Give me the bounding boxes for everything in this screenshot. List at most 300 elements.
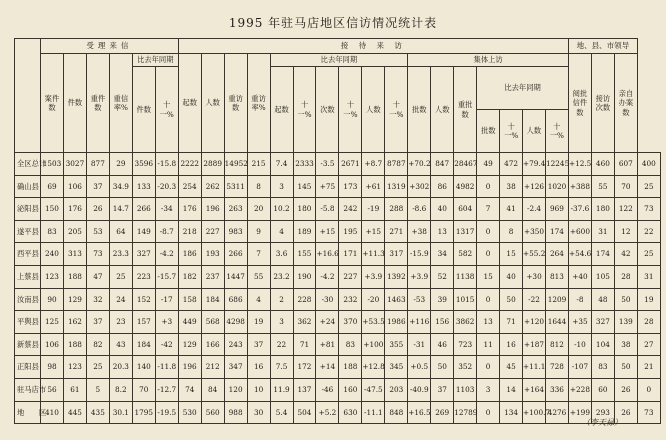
table-cell: +12.8: [362, 356, 385, 379]
author-note: （李天禄）: [582, 418, 622, 427]
table-cell: 345: [385, 356, 408, 379]
row-region-name: 地 区: [15, 401, 41, 424]
table-cell: +8.7: [362, 153, 385, 176]
table-cell: 166: [201, 333, 224, 356]
table-cell: 71: [500, 311, 523, 334]
table-cell: 212: [201, 356, 224, 379]
table-row: [15, 401, 661, 424]
table-cell: 25: [86, 356, 109, 379]
table-cell: 2222: [178, 153, 201, 176]
table-cell: 237: [201, 265, 224, 288]
table-cell: 205: [63, 220, 86, 243]
table-cell: 29: [109, 153, 132, 176]
header-v-times-pct: 十一%: [339, 67, 362, 153]
table-row: [15, 356, 661, 379]
table-cell: 184: [201, 288, 224, 311]
table-cell: 30.1: [109, 401, 132, 424]
table-cell: 7.5: [270, 356, 293, 379]
table-cell: 40: [431, 198, 454, 221]
table-cell: 193: [201, 243, 224, 266]
header-cc-persons: 人数: [523, 110, 546, 153]
table-cell: 9: [247, 220, 270, 243]
table-cell: 41: [500, 198, 523, 221]
table-row: [15, 333, 661, 356]
table-cell: 288: [385, 198, 408, 221]
table-cell: 1015: [454, 288, 477, 311]
row-region-name: 全区总计: [15, 153, 41, 176]
table-cell: 504: [293, 401, 316, 424]
table-cell: 123: [63, 356, 86, 379]
table-cell: 171: [339, 243, 362, 266]
header-cc-persons-pct: 十一%: [549, 121, 564, 140]
table-cell: 313: [63, 243, 86, 266]
table-cell: 686: [224, 288, 247, 311]
table-cell: -12.7: [155, 378, 178, 401]
table-cell: 14952: [224, 153, 247, 176]
table-cell: 8: [247, 175, 270, 198]
table-row: [15, 288, 661, 311]
table-cell: 203: [385, 378, 408, 401]
table-cell: 10.2: [270, 198, 293, 221]
row-region-name: 平舆县: [15, 311, 41, 334]
table-cell: 5.4: [270, 401, 293, 424]
header-v-batches-pct: 十一%: [293, 67, 316, 153]
table-row: [15, 378, 661, 401]
table-cell: 2889: [201, 153, 224, 176]
table-cell: -17: [155, 288, 178, 311]
table-title: 1995 年驻马店地区信访情况统计表: [228, 16, 438, 30]
table-cell: 26: [614, 378, 637, 401]
table-cell: 50: [431, 356, 454, 379]
table-cell: 445: [63, 401, 86, 424]
table-cell: 28: [614, 265, 637, 288]
table-cell: 104: [591, 333, 614, 356]
table-cell: 129: [178, 333, 201, 356]
table-cell: +14: [316, 356, 339, 379]
table-cell: 25: [637, 243, 660, 266]
table-cell: 262: [201, 175, 224, 198]
table-cell: 196: [178, 356, 201, 379]
table-cell: +15: [362, 220, 385, 243]
table-cell: 254: [178, 175, 201, 198]
table-cell: -20.3: [155, 175, 178, 198]
table-cell: 336: [546, 378, 569, 401]
table-cell: -11.1: [362, 401, 385, 424]
table-cell: 73: [637, 401, 660, 424]
table-cell: 173: [339, 175, 362, 198]
table-cell: 40: [500, 265, 523, 288]
table-cell: 55: [591, 175, 614, 198]
table-cell: 4: [270, 220, 293, 243]
table-cell: 106: [41, 333, 64, 356]
table-cell: +11.3: [362, 243, 385, 266]
table-row: [15, 265, 661, 288]
table-cell: -4.2: [316, 265, 339, 288]
table-cell: 240: [41, 243, 64, 266]
table-cell: 0: [477, 356, 500, 379]
table-cell: 23.3: [109, 243, 132, 266]
table-cell: 3862: [454, 311, 477, 334]
table-cell: 45: [500, 356, 523, 379]
table-cell: 139: [614, 311, 637, 334]
table-cell: 449: [178, 311, 201, 334]
table-cell: 37: [86, 311, 109, 334]
table-cell: 472: [500, 153, 523, 176]
row-region-name: 确山县: [15, 175, 41, 198]
table-cell: +38: [408, 220, 431, 243]
table-cell: -37.6: [568, 198, 591, 221]
table-cell: +15: [316, 220, 339, 243]
table-cell: 37: [86, 175, 109, 198]
table-cell: 184: [132, 333, 155, 356]
table-cell: 263: [224, 198, 247, 221]
table-cell: -4.2: [155, 243, 178, 266]
table-cell: 38: [500, 175, 523, 198]
table-cell: 15: [500, 243, 523, 266]
table-cell: 82: [86, 333, 109, 356]
table-cell: +100: [362, 333, 385, 356]
table-cell: 83: [591, 356, 614, 379]
table-cell: 196: [201, 198, 224, 221]
table-cell: 176: [63, 198, 86, 221]
table-cell: 157: [132, 311, 155, 334]
table-cell: 723: [454, 333, 477, 356]
table-cell: 604: [454, 198, 477, 221]
header-cc-batches: 批数: [477, 110, 500, 153]
table-cell: 174: [591, 243, 614, 266]
table-cell: 47: [86, 265, 109, 288]
table-cell: 5: [86, 378, 109, 401]
row-region-name: 汝南县: [15, 288, 41, 311]
table-cell: 22: [637, 220, 660, 243]
table-cell: +11.1: [523, 356, 546, 379]
table-cell: 317: [385, 243, 408, 266]
table-cell: 607: [614, 153, 637, 176]
table-cell: +0.5: [408, 356, 431, 379]
table-cell: 188: [63, 333, 86, 356]
statistics-table-container: [14, 38, 660, 424]
table-cell: 38: [614, 333, 637, 356]
table-cell: 1644: [546, 311, 569, 334]
table-cell: 12789: [454, 401, 477, 424]
table-cell: 189: [293, 220, 316, 243]
header-leader-handled: 亲自办案数: [614, 54, 637, 153]
table-cell: 232: [339, 288, 362, 311]
table-row: [15, 175, 661, 198]
table-cell: 129: [63, 288, 86, 311]
table-cell: 140: [132, 356, 155, 379]
table-cell: 53: [86, 220, 109, 243]
table-cell: 1463: [385, 288, 408, 311]
table-cell: 4982: [454, 175, 477, 198]
table-cell: 2333: [293, 153, 316, 176]
header-collective: 集体上访: [408, 54, 569, 67]
table-cell: 14: [500, 378, 523, 401]
table-row: [15, 243, 661, 266]
table-cell: 460: [591, 153, 614, 176]
table-cell: 847: [431, 153, 454, 176]
table-cell: 73: [637, 198, 660, 221]
table-cell: 106: [63, 175, 86, 198]
table-cell: 3: [270, 175, 293, 198]
table-cell: 123: [41, 265, 64, 288]
table-cell: 1503: [41, 153, 64, 176]
header-leader-visits: 接访次数: [591, 54, 614, 153]
table-body: [15, 153, 661, 424]
table-cell: 630: [339, 401, 362, 424]
table-cell: 16: [247, 356, 270, 379]
table-cell: 32: [86, 288, 109, 311]
table-cell: +30: [523, 265, 546, 288]
table-cell: -19.5: [155, 401, 178, 424]
table-cell: +3: [155, 311, 178, 334]
table-cell: 568: [201, 311, 224, 334]
table-cell: 1392: [385, 265, 408, 288]
table-cell: 25: [637, 175, 660, 198]
table-cell: 10: [247, 378, 270, 401]
table-cell: 84: [201, 378, 224, 401]
header-persons: 人数: [201, 54, 224, 153]
table-cell: 0: [477, 243, 500, 266]
table-cell: +302: [408, 175, 431, 198]
header-repeat-visit-rate: 重访率%: [247, 54, 270, 153]
table-cell: 64: [109, 220, 132, 243]
table-cell: +350: [523, 220, 546, 243]
table-cell: 13: [477, 311, 500, 334]
table-cell: 150: [41, 198, 64, 221]
table-cell: 145: [293, 175, 316, 198]
table-cell: 327: [591, 311, 614, 334]
table-cell: 73: [86, 243, 109, 266]
table-cell: 176: [178, 198, 201, 221]
table-cell: +53.5: [362, 311, 385, 334]
table-cell: 1138: [454, 265, 477, 288]
table-cell: 3.6: [270, 243, 293, 266]
header-visits-compare: 比去年同期: [270, 54, 408, 67]
table-cell: +5.2: [316, 401, 339, 424]
table-cell: +16.5: [408, 401, 431, 424]
table-cell: 223: [132, 265, 155, 288]
table-cell: 188: [63, 265, 86, 288]
table-cell: 8787: [385, 153, 408, 176]
table-cell: 180: [293, 198, 316, 221]
table-cell: -15.9: [408, 243, 431, 266]
table-cell: 19: [247, 311, 270, 334]
header-repeat-rate: 重信率%: [109, 54, 132, 153]
table-cell: 39: [431, 288, 454, 311]
statistics-table: [14, 38, 661, 424]
row-region-name: 上蔡县: [15, 265, 41, 288]
table-cell: -31: [408, 333, 431, 356]
table-cell: 20: [247, 198, 270, 221]
header-c-persons: 人数: [431, 67, 454, 153]
table-cell: 28467: [454, 153, 477, 176]
header-v-times: 次数: [316, 67, 339, 153]
table-cell: 188: [339, 356, 362, 379]
header-repeat-pieces: 重件数: [86, 54, 109, 153]
table-cell: +12.5: [568, 153, 591, 176]
table-cell: 48: [591, 288, 614, 311]
table-cell: 12245: [546, 153, 569, 176]
table-cell: +164: [523, 378, 546, 401]
table-cell: 1795: [132, 401, 155, 424]
header-pieces: 件数: [63, 54, 86, 153]
table-cell: -8.6: [408, 198, 431, 221]
table-cell: 83: [339, 333, 362, 356]
table-cell: -15.8: [155, 153, 178, 176]
header-region: [15, 39, 41, 153]
table-cell: 0: [477, 288, 500, 311]
table-cell: 3: [477, 378, 500, 401]
header-v-batches: 起数: [270, 67, 293, 153]
table-cell: 410: [41, 401, 64, 424]
table-cell: 3027: [63, 153, 86, 176]
header-group-visits: 接 待 来 访: [178, 39, 568, 54]
table-cell: 60: [591, 378, 614, 401]
table-cell: 582: [454, 243, 477, 266]
table-cell: 0: [637, 378, 660, 401]
table-cell: 46: [431, 333, 454, 356]
table-cell: 293: [591, 401, 614, 424]
table-cell: 49: [477, 153, 500, 176]
table-cell: 155: [293, 243, 316, 266]
row-region-name: 新蔡县: [15, 333, 41, 356]
table-cell: 34: [431, 243, 454, 266]
table-cell: +126: [523, 175, 546, 198]
header-batches: 起数: [178, 54, 201, 153]
table-cell: 227: [201, 220, 224, 243]
table-cell: 13: [431, 220, 454, 243]
header-collective-compare-label: 比去年同期: [477, 67, 568, 110]
table-cell: 31: [591, 220, 614, 243]
table-cell: 70: [132, 378, 155, 401]
table-cell: 11: [477, 333, 500, 356]
table-cell: -11.8: [155, 356, 178, 379]
table-cell: 362: [293, 311, 316, 334]
table-cell: +120: [523, 311, 546, 334]
table-cell: +228: [568, 378, 591, 401]
table-cell: -19: [362, 198, 385, 221]
table-cell: +70.2: [408, 153, 431, 176]
table-cell: +16.6: [316, 243, 339, 266]
header-c-repeat: 重批数: [454, 67, 477, 153]
table-cell: -15.7: [155, 265, 178, 288]
table-cell: 271: [385, 220, 408, 243]
table-cell: 1317: [454, 220, 477, 243]
table-cell: -20: [362, 288, 385, 311]
table-cell: 530: [178, 401, 201, 424]
table-cell: +100.7: [523, 401, 546, 424]
table-cell: 347: [224, 356, 247, 379]
table-cell: -22: [523, 288, 546, 311]
table-cell: 26: [614, 401, 637, 424]
table-row: [15, 220, 661, 243]
table-cell: 149: [132, 220, 155, 243]
table-cell: 30: [247, 401, 270, 424]
table-cell: 19: [637, 288, 660, 311]
table-cell: 877: [86, 153, 109, 176]
header-cc-batches-pct: 十一%: [500, 110, 523, 153]
table-cell: +116: [408, 311, 431, 334]
header-c-batches: 批数: [408, 67, 431, 153]
table-cell: 86: [431, 175, 454, 198]
table-cell: 120: [224, 378, 247, 401]
table-cell: 16: [500, 333, 523, 356]
table-cell: 1319: [385, 175, 408, 198]
table-cell: 848: [385, 401, 408, 424]
table-cell: +54.6: [568, 243, 591, 266]
table-cell: 133: [132, 175, 155, 198]
table-cell: 105: [591, 265, 614, 288]
table-cell: 14.7: [109, 198, 132, 221]
table-row: [15, 311, 661, 334]
header-cmp-count: 件数: [132, 67, 155, 153]
table-cell: 50: [614, 288, 637, 311]
header-cases: 案件数: [41, 54, 64, 153]
table-cell: 7: [477, 198, 500, 221]
table-cell: 52: [431, 265, 454, 288]
table-cell: -107: [568, 356, 591, 379]
table-cell: 160: [339, 378, 362, 401]
table-cell: 23: [109, 311, 132, 334]
table-cell: +55.2: [523, 243, 546, 266]
table-row: [15, 153, 661, 176]
table-cell: 12: [614, 220, 637, 243]
table-cell: -53: [408, 288, 431, 311]
table-cell: 327: [132, 243, 155, 266]
table-cell: 7.4: [270, 153, 293, 176]
row-region-name: 泌阳县: [15, 198, 41, 221]
table-cell: -46: [316, 378, 339, 401]
table-cell: 983: [224, 220, 247, 243]
table-cell: 71: [293, 333, 316, 356]
table-cell: 23.2: [270, 265, 293, 288]
table-cell: 988: [224, 401, 247, 424]
table-cell: +3.9: [408, 265, 431, 288]
table-cell: 134: [500, 401, 523, 424]
table-cell: +40: [568, 265, 591, 288]
table-cell: 50: [500, 288, 523, 311]
table-cell: 4276: [546, 401, 569, 424]
table-cell: 218: [178, 220, 201, 243]
table-row: [15, 198, 661, 221]
header-v-persons: 人数: [362, 67, 385, 153]
table-cell: 264: [546, 243, 569, 266]
table-cell: 24: [109, 288, 132, 311]
table-cell: 172: [293, 356, 316, 379]
table-cell: 174: [546, 220, 569, 243]
table-cell: 11.9: [270, 378, 293, 401]
table-cell: 158: [178, 288, 201, 311]
table-cell: 137: [293, 378, 316, 401]
table-cell: 98: [41, 356, 64, 379]
table-cell: 15: [477, 265, 500, 288]
table-cell: 37: [431, 378, 454, 401]
table-cell: 227: [339, 265, 362, 288]
table-cell: 370: [339, 311, 362, 334]
header-group-leaders: 地、县、市领导: [568, 39, 637, 54]
table-cell: 228: [293, 288, 316, 311]
table-cell: 1986: [385, 311, 408, 334]
table-cell: 34.9: [109, 175, 132, 198]
table-cell: 186: [178, 243, 201, 266]
table-cell: 180: [591, 198, 614, 221]
table-cell: 61: [63, 378, 86, 401]
table-cell: +3.9: [362, 265, 385, 288]
table-cell: 56: [41, 378, 64, 401]
table-cell: +81: [316, 333, 339, 356]
table-cell: -2.4: [523, 198, 546, 221]
